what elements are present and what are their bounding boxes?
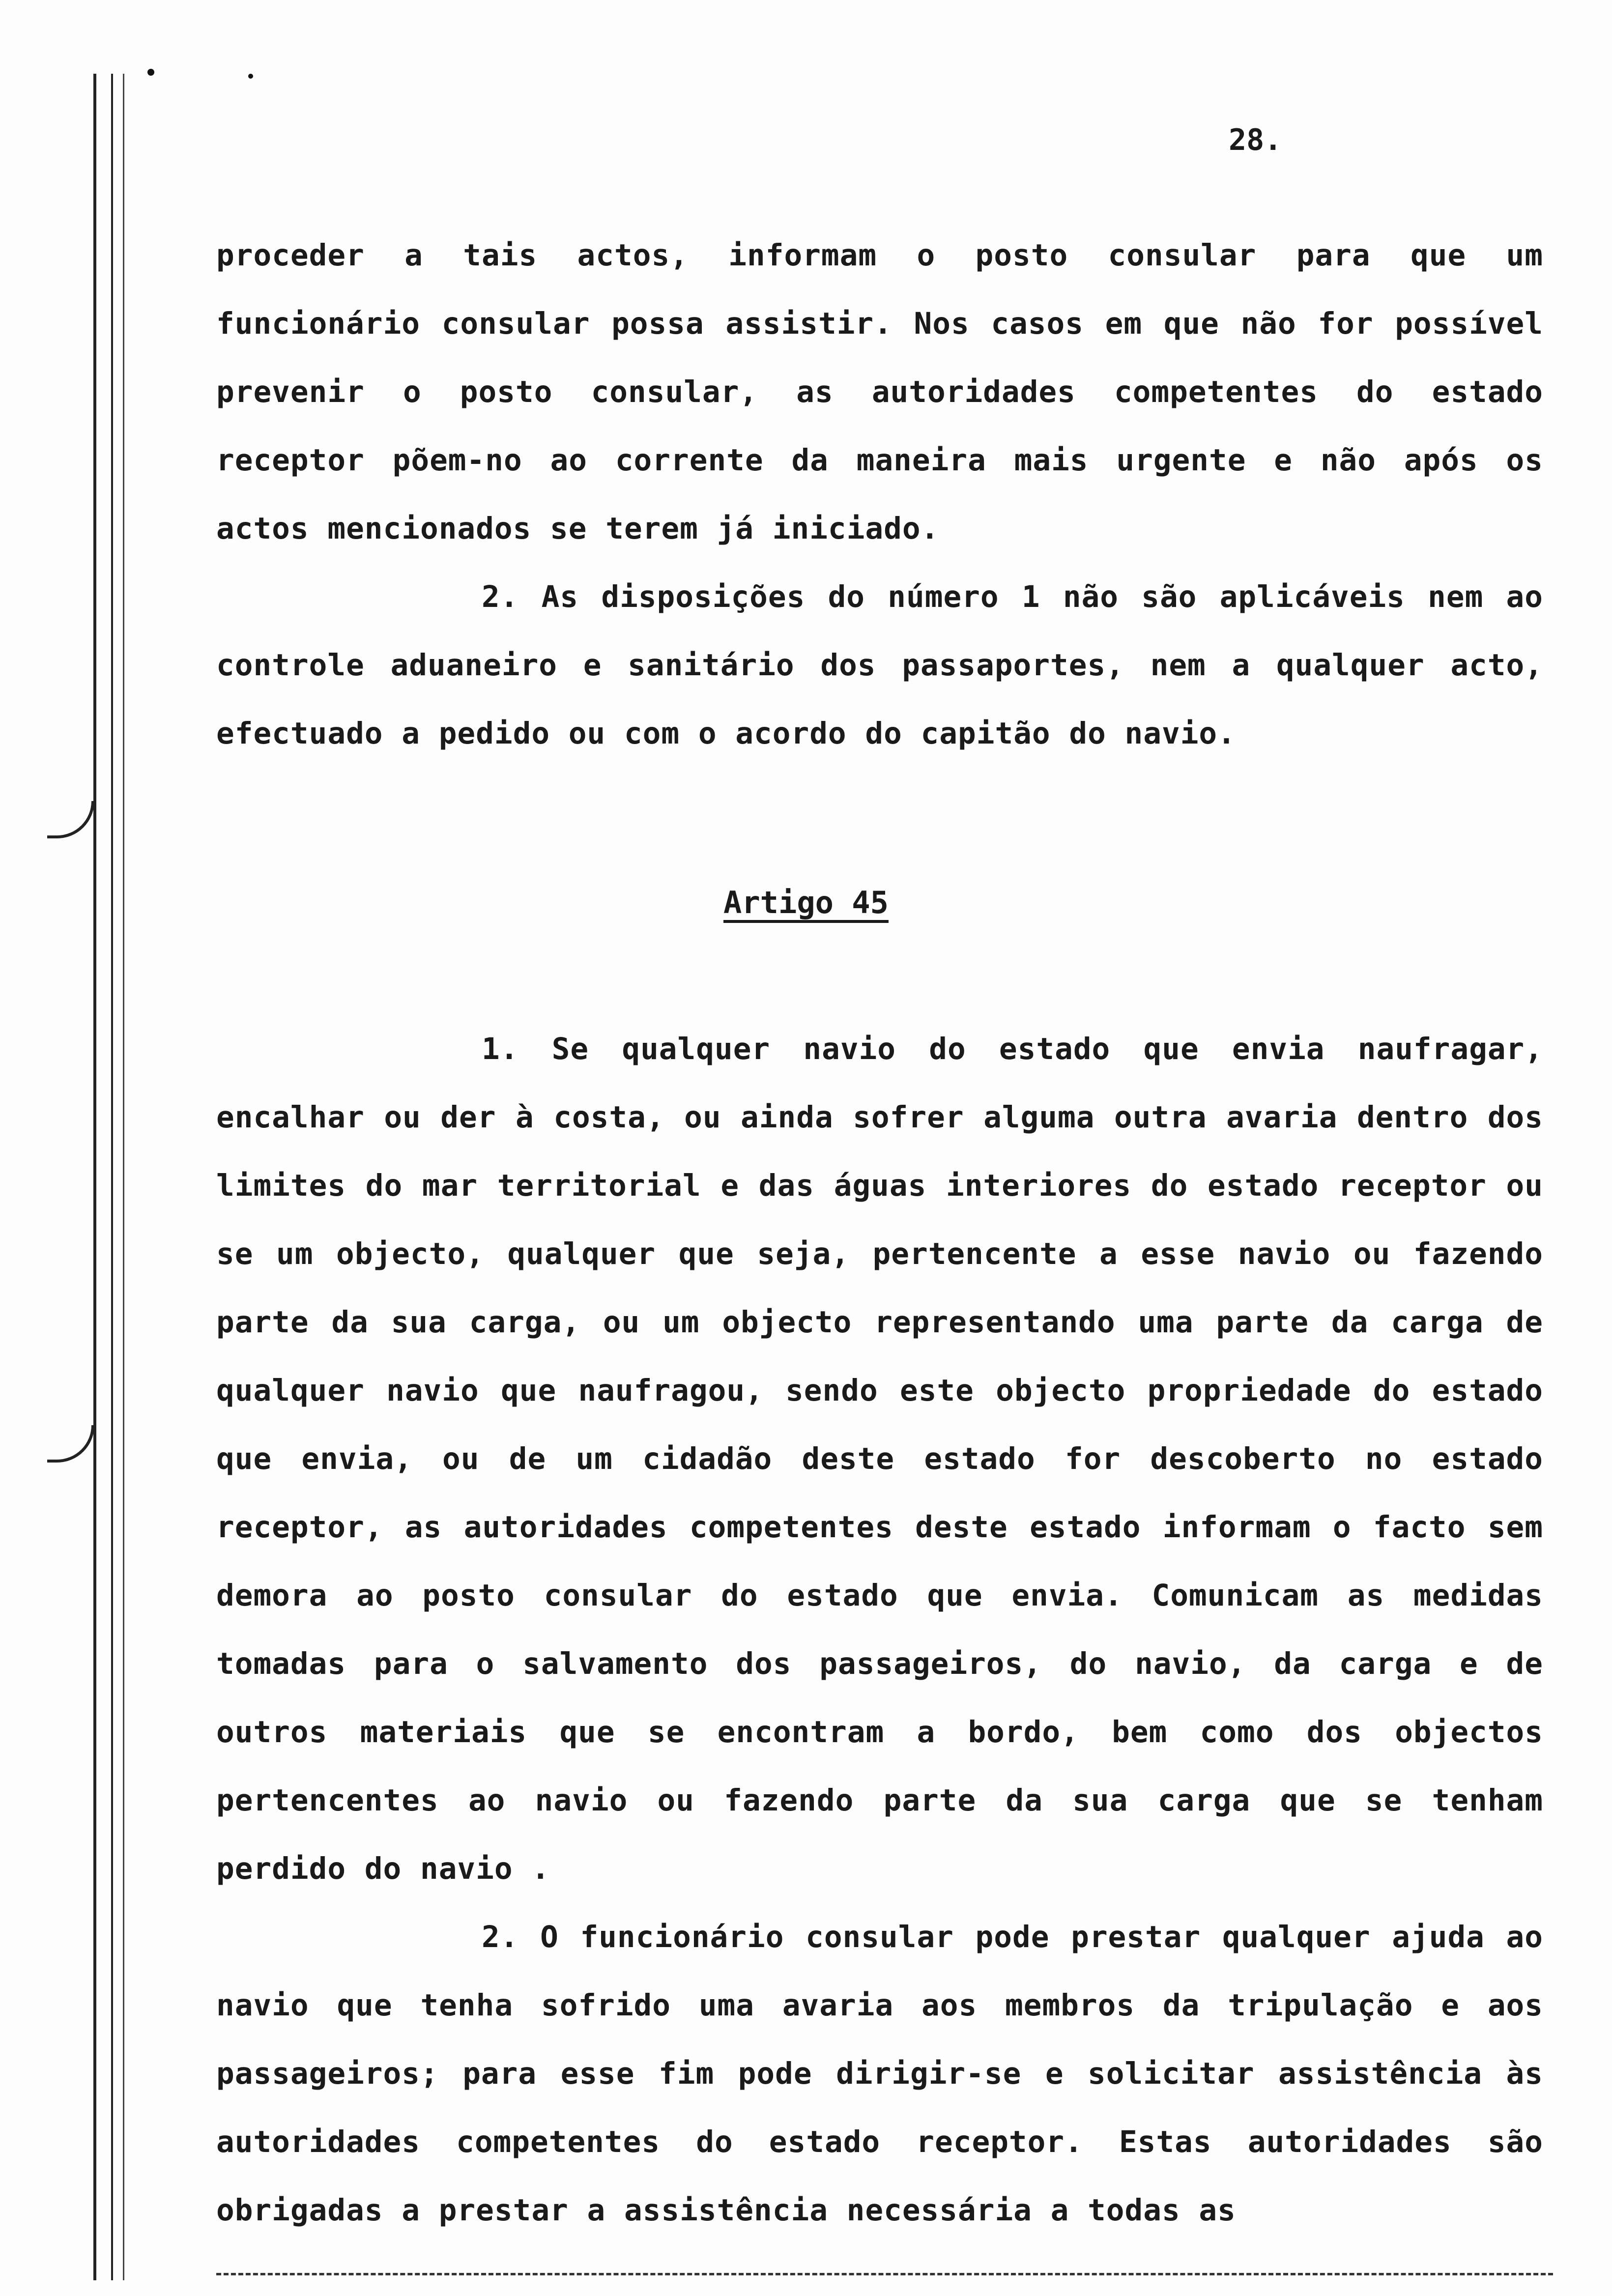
binder-rule bbox=[93, 74, 96, 2280]
footer-rule bbox=[216, 2273, 1553, 2275]
punch-mark bbox=[248, 74, 253, 79]
text-block-bottom bbox=[216, 1015, 1543, 2244]
paragraph: 2. As disposições do número 1 não são aplicáveis nem ao controle aduaneiro e sanitário dos passaportes, nem a qualquer acto, efectuado a pedido ou com o acordo do capitão do navio. bbox=[216, 579, 1543, 751]
paragraph: proceder a tais actos, informam o posto consular para que um funcionário consular possa assistir. Nos casos em que não for possível prevenir o posto consular, as autoridades competentes do estado receptor põem-no ao corrente da maneira mais urgente e não após os actos mencionados se terem já iniciado. bbox=[216, 238, 1543, 546]
page-number: 28. bbox=[1229, 123, 1282, 157]
binder-notch bbox=[47, 801, 94, 838]
text-block-top bbox=[216, 221, 1543, 768]
paragraph: 2. O funcionário consular pode prestar qualquer ajuda ao navio que tenha sofrido uma avaria aos membros da tripulação e aos passageiros; para esse fim pode dirigir-se e solicitar assistência às autoridades competentes do estado receptor. Estas autoridades são obrigadas a prestar a assistência necessária a todas as bbox=[216, 1920, 1543, 2228]
binder-notch bbox=[47, 1425, 94, 1463]
binder-rule bbox=[111, 74, 113, 2280]
punch-mark bbox=[147, 69, 154, 76]
binder-rule bbox=[123, 74, 124, 2280]
article-heading: Artigo 45 bbox=[723, 885, 889, 920]
paragraph: 1. Se qualquer navio do estado que envia naufragar, encalhar ou der à costa, ou ainda sofrer alguma outra avaria dentro dos limites do mar territorial e das águas interiores do estado receptor ou se um objecto, qualquer que seja, pertencente a esse navio ou fazendo parte da sua carga, ou um objecto representando uma parte da carga de qualquer navio que naufragou, sendo este objecto propriedade do estado que envia, ou de um cidadão deste estado for descoberto no estado receptor, as autoridades competentes deste estado informam o facto sem demora ao posto consular do estado que envia. Comunicam as medidas tomadas para o salvamento dos passageiros, do navio, da carga e de outros materiais que se encontram a bordo, bem como dos objectos pertencentes ao navio ou fazendo parte da sua carga que se tenham perdido do navio . bbox=[216, 1032, 1543, 1886]
